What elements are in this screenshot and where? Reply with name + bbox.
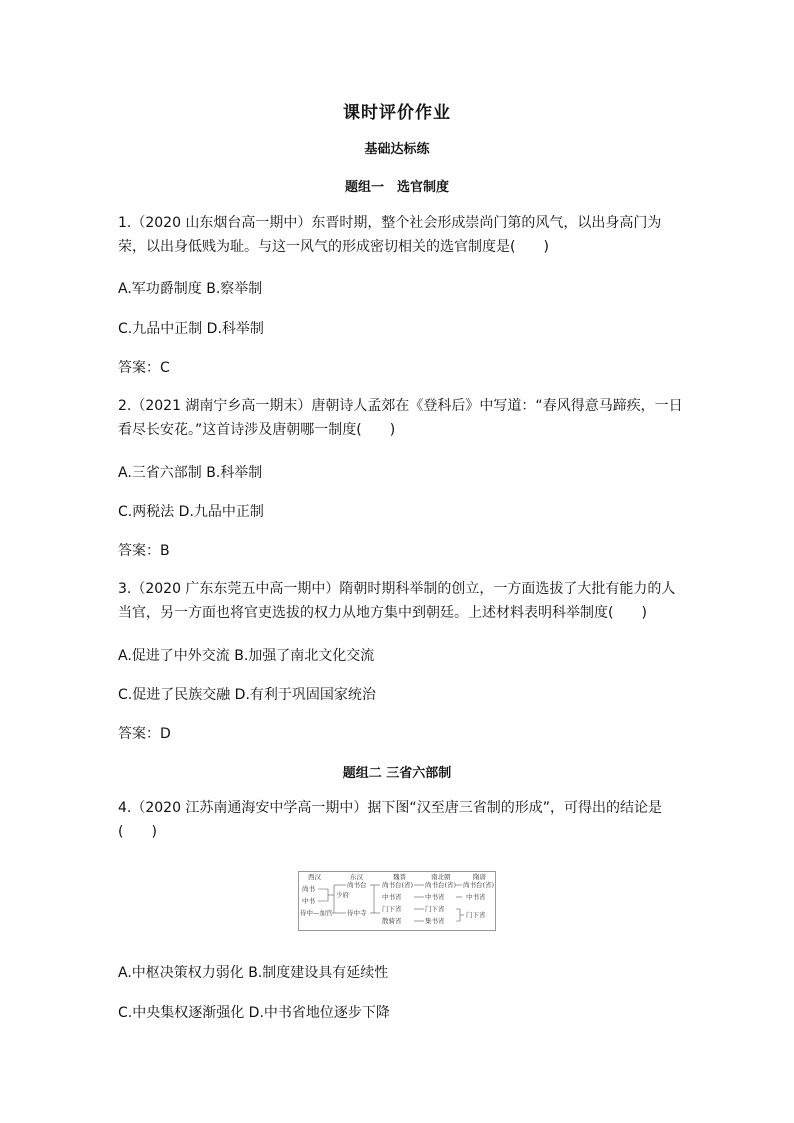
nanbeichao-item-3: 门下省	[425, 905, 445, 913]
question-4-options-ab: A.中枢决策权力弱化 B.制度建设具有延续性	[118, 965, 389, 981]
question-3-answer: 答案：D	[118, 726, 171, 742]
header-xihan: 西汉	[308, 873, 321, 881]
question-2-options-cd: C.两税法 D.九品中正制	[118, 504, 264, 520]
question-3-options-ab: A.促进了中外交流 B.加强了南北文化交流	[118, 648, 375, 664]
donghan-item-2: 尚书台	[347, 881, 367, 889]
connector	[456, 909, 460, 921]
question-1-stem: 1.（2020 山东烟台高一期中）东晋时期，整个社会形成崇尚门第的风气，以出身高门为荣，以出身低贱为耻。与这一风气的形成密切相关的选官制度是( )	[118, 215, 662, 255]
question-4-stem: 4.（2020 江苏南通海安中学高一期中）据下图“汉至唐三省制的形成”，可得出的结论是( )	[118, 800, 662, 840]
question-2-options-ab: A.三省六部制 B.科举制	[118, 465, 263, 481]
question-1-options-cd: C.九品中正制 D.科举制	[118, 321, 264, 337]
question-1-answer: 答案：C	[118, 360, 170, 376]
suitang-item-2: 中书省	[466, 893, 486, 901]
header-nanbeichao: 南北朝	[431, 873, 451, 881]
suitang-item-3: 门下省	[466, 911, 486, 919]
header-weijin: 魏晋	[393, 873, 406, 881]
nanbeichao-item-4: 集书省	[425, 917, 445, 925]
three-departments-diagram	[298, 871, 496, 931]
weijin-item-2: 中书省	[382, 893, 402, 901]
section-heading: 基础达标练	[364, 142, 430, 157]
question-4-options-cd: C.中央集权逐渐强化 D.中书省地位逐步下降	[118, 1005, 390, 1021]
question-3-options-cd: C.促进了民族交融 D.有利于巩固国家统治	[118, 687, 376, 703]
donghan-item-3: 侍中寺	[347, 909, 367, 917]
question-3-stem: 3.（2020 广东东莞五中高一期中）隋朝时期科举制的创立，一方面选拔了大批有能力的人当官，另一方面也将官吏选拔的权力从地方集中到朝廷。上述材料表明科举制度( )	[118, 581, 676, 621]
xihan-item-3: 侍中—加官	[300, 909, 333, 917]
nanbeichao-item-1: 尚书台(省)	[425, 881, 457, 889]
connector	[318, 889, 328, 901]
xihan-item-2: 中书	[302, 897, 315, 905]
donghan-item-1: 少府	[336, 891, 349, 899]
header-donghan: 东汉	[350, 873, 363, 881]
weijin-item-1: 尚书台(省)	[382, 881, 414, 889]
question-2-answer: 答案：B	[118, 543, 170, 559]
xihan-item-1: 尚书	[302, 885, 315, 893]
weijin-item-4: 散骑省	[382, 917, 402, 925]
weijin-item-3: 门下省	[382, 905, 402, 913]
group-heading-2: 题组二 三省六部制	[342, 766, 452, 781]
group-heading-1: 题组一 选官制度	[344, 180, 449, 195]
header-suitang: 隋唐	[473, 873, 486, 881]
question-1-options-ab: A.军功爵制度 B.察举制	[118, 281, 263, 297]
page-title: 课时评价作业	[343, 103, 451, 123]
question-2-stem: 2.（2021 湖南宁乡高一期末）唐朝诗人孟郊在《登科后》中写道：“春风得意马蹄疾，一日看尽长安花。”这首诗涉及唐朝哪一制度( )	[118, 398, 683, 438]
suitang-item-1: 尚书台(省)	[463, 881, 495, 889]
nanbeichao-item-2: 中书省	[425, 893, 445, 901]
